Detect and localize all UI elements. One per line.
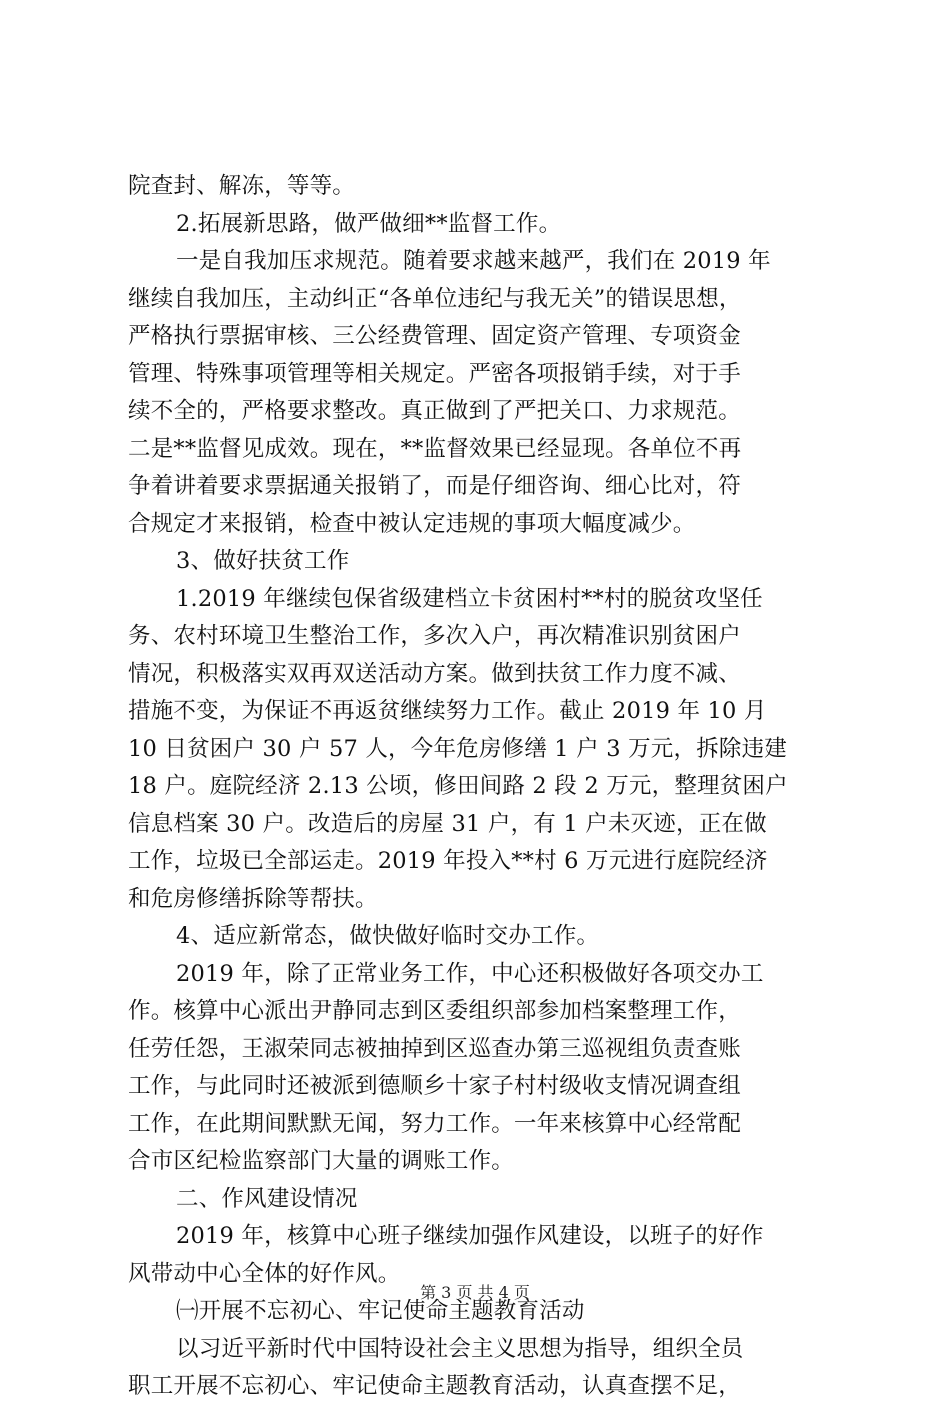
paragraph-line: 一是自我加压求规范。随着要求越来越严，我们在 2019 年 bbox=[176, 248, 771, 274]
section-heading: 4、适应新常态，做快做好临时交办工作。 bbox=[176, 923, 600, 949]
section-heading: 2.拓展新思路，做严做细**监督工作。 bbox=[176, 210, 562, 237]
paragraph-line: 院查封、解冻，等等。 bbox=[128, 173, 356, 199]
paragraph-line: 1.2019 年继续包保省级建档立卡贫困村**村的脱贫攻坚任 bbox=[176, 585, 763, 612]
paragraph-line: 2019 年，除了正常业务工作，中心还积极做好各项交办工 bbox=[176, 960, 764, 987]
paragraph-line: 工作，垃圾已全部运走。2019 年投入**村 6 万元进行庭院经济 bbox=[128, 848, 768, 874]
paragraph-line: 二是**监督见成效。现在，**监督效果已经显现。各单位不再 bbox=[128, 435, 742, 462]
paragraph-line: 情况，积极落实双再双送活动方案。做到扶贫工作力度不减、 bbox=[128, 660, 741, 687]
paragraph-line: 续不全的，严格要求整改。真正做到了严把关口、力求规范。 bbox=[128, 398, 741, 424]
paragraph-line: 工作，在此期间默默无闻，努力工作。一年来核算中心经常配 bbox=[128, 1110, 741, 1137]
document-body bbox=[128, 168, 828, 1406]
paragraph-line: 职工开展不忘初心、牢记使命主题教育活动，认真查摆不足， bbox=[128, 1373, 741, 1399]
paragraph-line: 2019 年，核算中心班子继续加强作风建设，以班子的好作 bbox=[176, 1223, 764, 1249]
paragraph-line: 风带动中心全体的好作风。 bbox=[128, 1260, 401, 1287]
paragraph-line: 18 户。庭院经济 2.13 公顷，修田间路 2 段 2 万元，整理贫困户 bbox=[128, 773, 788, 799]
paragraph-line: 合规定才来报销，检查中被认定违规的事项大幅度减少。 bbox=[128, 510, 696, 537]
paragraph-line: 合市区纪检监察部门大量的调账工作。 bbox=[128, 1148, 514, 1174]
section-heading: 3、做好扶贫工作 bbox=[176, 548, 350, 574]
paragraph-line: 作。核算中心派出尹静同志到区委组织部参加档案整理工作， bbox=[128, 998, 741, 1024]
paragraph-line: 10 日贫困户 30 户 57 人，今年危房修缮 1 户 3 万元，拆除违建 bbox=[128, 735, 787, 762]
page-footer: 第 3 页 共 4 页 bbox=[420, 1283, 530, 1302]
paragraph-line: 任劳任怨，王淑荣同志被抽掉到区巡查办第三巡视组负责查账 bbox=[128, 1035, 741, 1062]
paragraph-line: 和危房修缮拆除等帮扶。 bbox=[128, 885, 378, 912]
paragraph-line: 工作，与此同时还被派到德顺乡十家子村村级收支情况调查组 bbox=[128, 1073, 741, 1099]
paragraph-line: 以习近平新时代中国特设社会主义思想为指导，组织全员 bbox=[176, 1335, 744, 1362]
section-heading: ㈠开展不忘初心、牢记使命主题教育活动 bbox=[176, 1298, 585, 1324]
paragraph-line: 信息档案 30 户。改造后的房屋 31 户，有 1 户未灭迹，正在做 bbox=[128, 810, 767, 837]
paragraph-line: 务、农村环境卫生整治工作，多次入户，再次精准识别贫困户 bbox=[128, 623, 741, 649]
paragraph-line: 争着讲着要求票据通关报销了，而是仔细咨询、细心比对，符 bbox=[128, 473, 741, 499]
paragraph-line: 严格执行票据审核、三公经费管理、固定资产管理、专项资金 bbox=[128, 323, 741, 349]
section-heading: 二、作风建设情况 bbox=[176, 1185, 358, 1212]
paragraph-line: 措施不变，为保证不再返贫继续努力工作。截止 2019 年 10 月 bbox=[128, 698, 767, 724]
paragraph-line: 管理、特殊事项管理等相关规定。严密各项报销手续，对于手 bbox=[128, 360, 741, 387]
paragraph-line: 继续自我加压，主动纠正“各单位违纪与我无关”的错误思想， bbox=[128, 285, 742, 312]
